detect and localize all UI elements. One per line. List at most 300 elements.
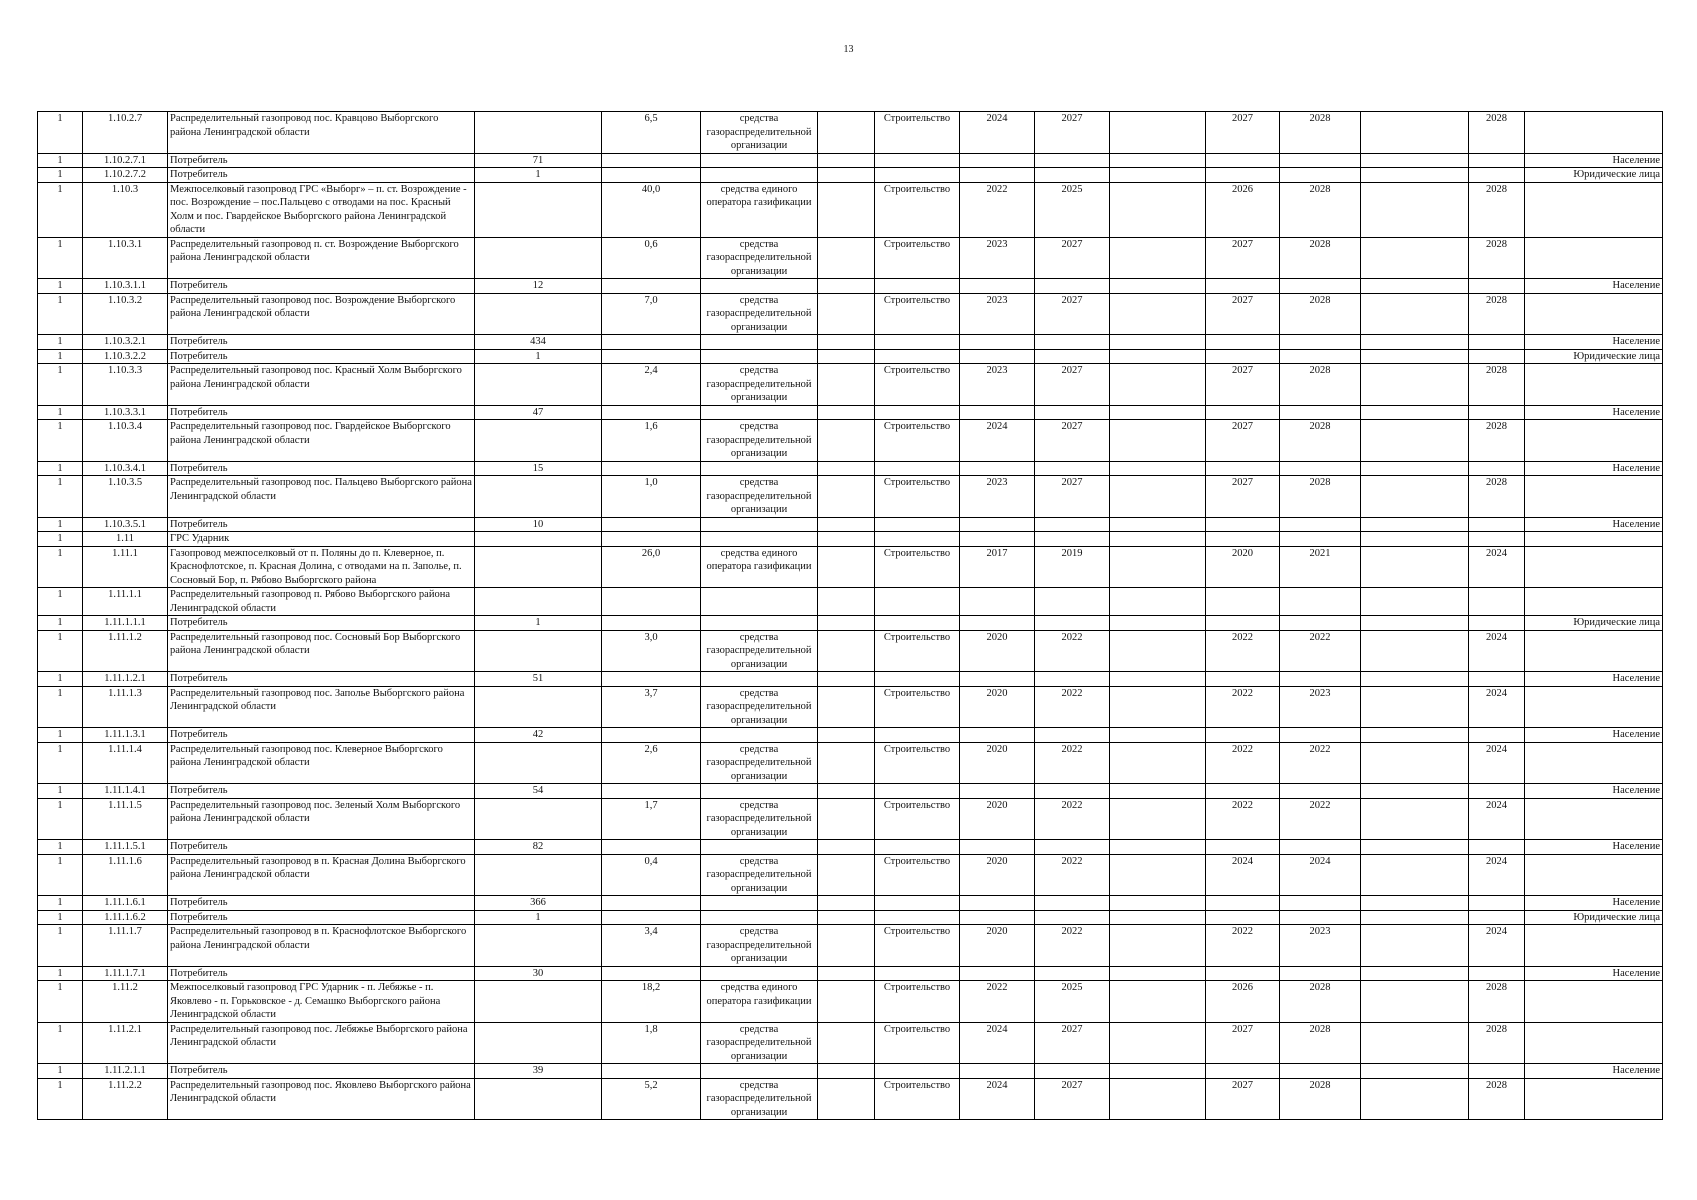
page-number: 13 xyxy=(843,44,854,55)
col-category: Население xyxy=(1525,279,1663,294)
col-blank-1 xyxy=(818,476,875,518)
col-blank-2 xyxy=(1110,784,1206,799)
col-funding: средства единого оператора газификации xyxy=(701,981,818,1023)
col-funding xyxy=(701,349,818,364)
col-blank-3 xyxy=(1361,1064,1469,1079)
col-blank-3 xyxy=(1361,112,1469,154)
col-blank-2 xyxy=(1110,476,1206,518)
col-design-start: 2024 xyxy=(960,1078,1035,1120)
col-consumers xyxy=(475,981,602,1023)
col-work-type: Строительство xyxy=(875,630,960,672)
table-row xyxy=(38,546,1663,588)
col-work-type: Строительство xyxy=(875,182,960,237)
col-build-start xyxy=(1206,279,1280,294)
table-row xyxy=(38,532,1663,547)
col-design-end xyxy=(1035,672,1110,687)
col-design-end xyxy=(1035,461,1110,476)
col-blank-2 xyxy=(1110,798,1206,840)
col-consumers xyxy=(475,1078,602,1120)
col-level: 1 xyxy=(38,405,83,420)
col-blank-1 xyxy=(818,461,875,476)
col-category xyxy=(1525,630,1663,672)
col-length xyxy=(602,1064,701,1079)
col-build-end xyxy=(1280,532,1361,547)
col-build-start: 2026 xyxy=(1206,182,1280,237)
col-code: 1.11.1.6.2 xyxy=(83,910,168,925)
col-blank-1 xyxy=(818,910,875,925)
col-code: 1.11.2.1 xyxy=(83,1022,168,1064)
col-category: Юридические лица xyxy=(1525,616,1663,631)
col-blank-1 xyxy=(818,364,875,406)
col-funding xyxy=(701,966,818,981)
col-category: Население xyxy=(1525,966,1663,981)
col-blank-3 xyxy=(1361,784,1469,799)
col-consumers xyxy=(475,630,602,672)
col-build-start xyxy=(1206,532,1280,547)
col-work-type xyxy=(875,461,960,476)
col-length: 0,6 xyxy=(602,237,701,279)
table-row xyxy=(38,728,1663,743)
col-funding xyxy=(701,728,818,743)
col-build-start xyxy=(1206,616,1280,631)
col-category xyxy=(1525,112,1663,154)
col-code: 1.11.1.4.1 xyxy=(83,784,168,799)
col-category xyxy=(1525,476,1663,518)
col-length xyxy=(602,532,701,547)
col-build-start xyxy=(1206,588,1280,616)
col-commission xyxy=(1469,728,1525,743)
col-blank-2 xyxy=(1110,630,1206,672)
col-design-end: 2022 xyxy=(1035,630,1110,672)
table-row xyxy=(38,182,1663,237)
col-blank-2 xyxy=(1110,420,1206,462)
col-name: Потребитель xyxy=(168,168,475,183)
col-length: 5,2 xyxy=(602,1078,701,1120)
col-category xyxy=(1525,588,1663,616)
col-funding: средства газораспределительной организации xyxy=(701,925,818,967)
col-build-end xyxy=(1280,588,1361,616)
col-design-end: 2027 xyxy=(1035,1022,1110,1064)
col-consumers xyxy=(475,1022,602,1064)
col-commission: 2024 xyxy=(1469,925,1525,967)
col-funding: средства газораспределительной организации xyxy=(701,686,818,728)
col-length: 26,0 xyxy=(602,546,701,588)
col-category: Население xyxy=(1525,896,1663,911)
col-commission xyxy=(1469,966,1525,981)
col-commission: 2028 xyxy=(1469,182,1525,237)
col-blank-3 xyxy=(1361,630,1469,672)
col-commission xyxy=(1469,168,1525,183)
col-blank-2 xyxy=(1110,686,1206,728)
col-build-start: 2027 xyxy=(1206,420,1280,462)
col-name: Распределительный газопровод в п. Красная Долина Выборгского района Ленинградской области xyxy=(168,854,475,896)
col-design-end xyxy=(1035,153,1110,168)
col-blank-2 xyxy=(1110,588,1206,616)
col-commission: 2028 xyxy=(1469,981,1525,1023)
col-level: 1 xyxy=(38,168,83,183)
col-blank-2 xyxy=(1110,153,1206,168)
col-consumers xyxy=(475,237,602,279)
col-funding xyxy=(701,672,818,687)
col-build-end: 2024 xyxy=(1280,854,1361,896)
col-blank-2 xyxy=(1110,517,1206,532)
col-work-type: Строительство xyxy=(875,364,960,406)
col-blank-1 xyxy=(818,349,875,364)
col-blank-1 xyxy=(818,616,875,631)
col-design-end xyxy=(1035,1064,1110,1079)
col-funding: средства единого оператора газификации xyxy=(701,546,818,588)
col-category: Население xyxy=(1525,784,1663,799)
col-work-type xyxy=(875,279,960,294)
col-blank-1 xyxy=(818,672,875,687)
col-build-start: 2027 xyxy=(1206,1078,1280,1120)
col-work-type xyxy=(875,616,960,631)
col-work-type: Строительство xyxy=(875,798,960,840)
col-blank-2 xyxy=(1110,293,1206,335)
col-design-start xyxy=(960,461,1035,476)
col-level: 1 xyxy=(38,798,83,840)
col-build-start: 2027 xyxy=(1206,293,1280,335)
col-work-type xyxy=(875,517,960,532)
col-code: 1.11.1 xyxy=(83,546,168,588)
col-code: 1.10.3.5.1 xyxy=(83,517,168,532)
col-work-type: Строительство xyxy=(875,1022,960,1064)
col-consumers: 39 xyxy=(475,1064,602,1079)
col-blank-1 xyxy=(818,728,875,743)
col-commission: 2024 xyxy=(1469,854,1525,896)
col-design-end xyxy=(1035,784,1110,799)
col-code: 1.10.3.1 xyxy=(83,237,168,279)
col-name: Потребитель xyxy=(168,279,475,294)
col-consumers xyxy=(475,546,602,588)
col-consumers: 71 xyxy=(475,153,602,168)
col-design-end: 2027 xyxy=(1035,476,1110,518)
col-build-end: 2022 xyxy=(1280,742,1361,784)
col-design-start xyxy=(960,405,1035,420)
col-code: 1.11.1.3.1 xyxy=(83,728,168,743)
col-build-end: 2022 xyxy=(1280,630,1361,672)
col-consumers: 1 xyxy=(475,349,602,364)
table-row xyxy=(38,672,1663,687)
col-build-end: 2028 xyxy=(1280,112,1361,154)
col-name: Потребитель xyxy=(168,966,475,981)
col-length xyxy=(602,966,701,981)
col-level: 1 xyxy=(38,1078,83,1120)
col-design-end xyxy=(1035,335,1110,350)
col-design-start xyxy=(960,349,1035,364)
col-design-start xyxy=(960,1064,1035,1079)
table-row xyxy=(38,420,1663,462)
col-blank-3 xyxy=(1361,237,1469,279)
col-consumers: 10 xyxy=(475,517,602,532)
col-design-end xyxy=(1035,349,1110,364)
col-build-end xyxy=(1280,335,1361,350)
col-name: Распределительный газопровод п. ст. Возрождение Выборгского района Ленинградской области xyxy=(168,237,475,279)
col-blank-2 xyxy=(1110,840,1206,855)
col-blank-1 xyxy=(818,896,875,911)
col-name: Распределительный газопровод в п. Краснофлотское Выборгского района Ленинградской области xyxy=(168,925,475,967)
col-level: 1 xyxy=(38,517,83,532)
col-length xyxy=(602,279,701,294)
col-level: 1 xyxy=(38,237,83,279)
col-commission xyxy=(1469,517,1525,532)
col-name: Потребитель xyxy=(168,896,475,911)
col-category: Население xyxy=(1525,672,1663,687)
col-name: Потребитель xyxy=(168,840,475,855)
col-build-start xyxy=(1206,728,1280,743)
col-blank-2 xyxy=(1110,112,1206,154)
col-funding xyxy=(701,279,818,294)
col-blank-1 xyxy=(818,279,875,294)
col-consumers: 15 xyxy=(475,461,602,476)
col-level: 1 xyxy=(38,420,83,462)
col-design-start: 2024 xyxy=(960,1022,1035,1064)
col-commission: 2024 xyxy=(1469,798,1525,840)
col-work-type xyxy=(875,153,960,168)
col-blank-3 xyxy=(1361,168,1469,183)
col-consumers: 12 xyxy=(475,279,602,294)
col-design-start: 2022 xyxy=(960,182,1035,237)
col-consumers xyxy=(475,364,602,406)
col-funding: средства газораспределительной организации xyxy=(701,364,818,406)
col-design-start: 2020 xyxy=(960,798,1035,840)
col-commission xyxy=(1469,461,1525,476)
col-work-type: Строительство xyxy=(875,420,960,462)
col-name: Распределительный газопровод пос. Сосновый Бор Выборгского района Ленинградской области xyxy=(168,630,475,672)
col-commission xyxy=(1469,784,1525,799)
col-name: Потребитель xyxy=(168,405,475,420)
col-design-end: 2022 xyxy=(1035,854,1110,896)
col-length: 40,0 xyxy=(602,182,701,237)
col-design-start xyxy=(960,966,1035,981)
col-consumers xyxy=(475,476,602,518)
col-code: 1.11.2 xyxy=(83,981,168,1023)
col-level: 1 xyxy=(38,616,83,631)
col-design-end: 2027 xyxy=(1035,364,1110,406)
col-build-start: 2027 xyxy=(1206,476,1280,518)
col-consumers: 42 xyxy=(475,728,602,743)
col-build-start: 2026 xyxy=(1206,981,1280,1023)
col-funding xyxy=(701,461,818,476)
col-funding: средства газораспределительной организации xyxy=(701,293,818,335)
col-commission xyxy=(1469,153,1525,168)
col-name: Распределительный газопровод пос. Клеверное Выборгского района Ленинградской области xyxy=(168,742,475,784)
col-funding xyxy=(701,616,818,631)
col-name: Распределительный газопровод пос. Лебяжье Выборгского района Ленинградской области xyxy=(168,1022,475,1064)
col-category: Население xyxy=(1525,405,1663,420)
col-design-start xyxy=(960,279,1035,294)
table-row xyxy=(38,616,1663,631)
col-name: Потребитель xyxy=(168,335,475,350)
col-length: 1,6 xyxy=(602,420,701,462)
col-commission xyxy=(1469,896,1525,911)
col-blank-2 xyxy=(1110,1022,1206,1064)
col-commission: 2024 xyxy=(1469,546,1525,588)
col-design-start: 2023 xyxy=(960,364,1035,406)
gas-pipeline-table xyxy=(37,111,1663,1120)
col-design-end xyxy=(1035,966,1110,981)
col-name: Потребитель xyxy=(168,461,475,476)
col-blank-2 xyxy=(1110,981,1206,1023)
col-funding: средства газораспределительной организации xyxy=(701,798,818,840)
col-blank-3 xyxy=(1361,742,1469,784)
col-build-end xyxy=(1280,910,1361,925)
col-blank-2 xyxy=(1110,966,1206,981)
table-row xyxy=(38,588,1663,616)
col-funding xyxy=(701,335,818,350)
col-funding: средства газораспределительной организации xyxy=(701,1078,818,1120)
col-code: 1.11.1.1 xyxy=(83,588,168,616)
col-level: 1 xyxy=(38,153,83,168)
col-length xyxy=(602,335,701,350)
col-build-start: 2020 xyxy=(1206,546,1280,588)
col-funding: средства единого оператора газификации xyxy=(701,182,818,237)
col-blank-1 xyxy=(818,532,875,547)
col-category xyxy=(1525,686,1663,728)
col-commission: 2028 xyxy=(1469,237,1525,279)
col-design-start: 2023 xyxy=(960,476,1035,518)
col-design-end xyxy=(1035,588,1110,616)
col-code: 1.10.3.5 xyxy=(83,476,168,518)
col-blank-1 xyxy=(818,686,875,728)
col-consumers xyxy=(475,420,602,462)
col-blank-1 xyxy=(818,237,875,279)
col-build-end: 2028 xyxy=(1280,182,1361,237)
col-work-type xyxy=(875,349,960,364)
col-code: 1.10.2.7 xyxy=(83,112,168,154)
col-category xyxy=(1525,742,1663,784)
col-design-end xyxy=(1035,910,1110,925)
col-name: Потребитель xyxy=(168,1064,475,1079)
col-code: 1.11.1.7.1 xyxy=(83,966,168,981)
col-length xyxy=(602,616,701,631)
col-category xyxy=(1525,1022,1663,1064)
col-design-end: 2022 xyxy=(1035,925,1110,967)
col-name: Межпоселковый газопровод ГРС Ударник - п. Лебяжье - п. Яковлево - п. Горьковское - д. Семашко Выборгского района Ленинградской области xyxy=(168,981,475,1023)
col-consumers: 1 xyxy=(475,616,602,631)
col-commission: 2028 xyxy=(1469,293,1525,335)
col-blank-3 xyxy=(1361,798,1469,840)
col-consumers: 1 xyxy=(475,910,602,925)
col-design-start xyxy=(960,616,1035,631)
col-design-end xyxy=(1035,168,1110,183)
col-level: 1 xyxy=(38,910,83,925)
col-length xyxy=(602,153,701,168)
col-name: Распределительный газопровод пос. Кравцово Выборгского района Ленинградской области xyxy=(168,112,475,154)
col-work-type xyxy=(875,966,960,981)
col-build-end xyxy=(1280,349,1361,364)
col-level: 1 xyxy=(38,364,83,406)
col-design-start: 2020 xyxy=(960,630,1035,672)
col-build-end: 2021 xyxy=(1280,546,1361,588)
col-length: 7,0 xyxy=(602,293,701,335)
col-work-type: Строительство xyxy=(875,686,960,728)
col-design-end: 2027 xyxy=(1035,112,1110,154)
col-length: 6,5 xyxy=(602,112,701,154)
col-blank-2 xyxy=(1110,461,1206,476)
col-build-start xyxy=(1206,896,1280,911)
col-name: Потребитель xyxy=(168,153,475,168)
col-design-end: 2022 xyxy=(1035,686,1110,728)
col-commission: 2028 xyxy=(1469,476,1525,518)
col-design-start xyxy=(960,335,1035,350)
col-name: Потребитель xyxy=(168,910,475,925)
col-build-start xyxy=(1206,461,1280,476)
col-build-end xyxy=(1280,840,1361,855)
col-design-end: 2027 xyxy=(1035,237,1110,279)
col-category xyxy=(1525,1078,1663,1120)
col-length xyxy=(602,517,701,532)
col-name: Межпоселковый газопровод ГРС «Выборг» – п. ст. Возрождение - пос. Возрождение – пос.Пальцево с отводами на пос. Красный Холм и пос. Гвардейское Выборгского района Ленинградской области xyxy=(168,182,475,237)
col-build-end: 2023 xyxy=(1280,925,1361,967)
col-length: 3,7 xyxy=(602,686,701,728)
col-build-start: 2027 xyxy=(1206,112,1280,154)
col-level: 1 xyxy=(38,840,83,855)
table-row xyxy=(38,630,1663,672)
col-level: 1 xyxy=(38,686,83,728)
col-length xyxy=(602,461,701,476)
col-code: 1.11.1.3 xyxy=(83,686,168,728)
col-blank-1 xyxy=(818,168,875,183)
col-blank-2 xyxy=(1110,279,1206,294)
table-row xyxy=(38,279,1663,294)
col-code: 1.10.2.7.1 xyxy=(83,153,168,168)
col-category: Население xyxy=(1525,461,1663,476)
col-build-end xyxy=(1280,168,1361,183)
table-row xyxy=(38,854,1663,896)
col-design-start xyxy=(960,672,1035,687)
col-length xyxy=(602,405,701,420)
col-name: Потребитель xyxy=(168,349,475,364)
col-work-type: Строительство xyxy=(875,476,960,518)
col-consumers: 366 xyxy=(475,896,602,911)
col-consumers xyxy=(475,588,602,616)
col-design-end: 2027 xyxy=(1035,420,1110,462)
col-length: 2,4 xyxy=(602,364,701,406)
col-length xyxy=(602,910,701,925)
col-build-start: 2024 xyxy=(1206,854,1280,896)
col-name: Распределительный газопровод пос. Возрождение Выборгского района Ленинградской области xyxy=(168,293,475,335)
col-commission: 2024 xyxy=(1469,686,1525,728)
col-level: 1 xyxy=(38,461,83,476)
col-blank-1 xyxy=(818,1064,875,1079)
col-build-end xyxy=(1280,672,1361,687)
col-category xyxy=(1525,182,1663,237)
col-category xyxy=(1525,546,1663,588)
col-length: 3,0 xyxy=(602,630,701,672)
col-consumers: 1 xyxy=(475,168,602,183)
table-body xyxy=(38,112,1663,1120)
col-design-end: 2025 xyxy=(1035,182,1110,237)
col-funding: средства газораспределительной организации xyxy=(701,630,818,672)
col-funding xyxy=(701,517,818,532)
col-build-end: 2028 xyxy=(1280,1022,1361,1064)
col-blank-1 xyxy=(818,546,875,588)
col-length xyxy=(602,588,701,616)
col-blank-2 xyxy=(1110,910,1206,925)
col-length: 1,0 xyxy=(602,476,701,518)
col-funding xyxy=(701,405,818,420)
col-blank-3 xyxy=(1361,910,1469,925)
col-code: 1.11.1.5 xyxy=(83,798,168,840)
col-code: 1.10.3.2.1 xyxy=(83,335,168,350)
col-level: 1 xyxy=(38,925,83,967)
table-row xyxy=(38,966,1663,981)
col-name: Потребитель xyxy=(168,784,475,799)
col-blank-3 xyxy=(1361,182,1469,237)
col-name: Распределительный газопровод пос. Пальцево Выборгского района Ленинградской области xyxy=(168,476,475,518)
col-funding: средства газораспределительной организации xyxy=(701,476,818,518)
